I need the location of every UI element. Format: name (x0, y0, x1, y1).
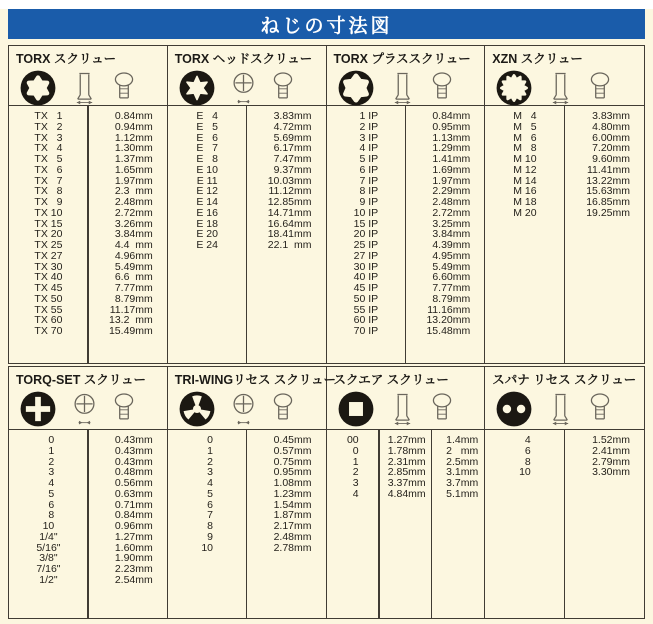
size-cell: E 4 (196, 111, 218, 122)
size-cell: TX 6 (34, 164, 63, 176)
size-cell: 9 (201, 531, 214, 543)
value-cell: 1.90mm (114, 553, 153, 564)
value-cell: 14.71mm (267, 207, 312, 219)
value-cell: 6.00mm (592, 132, 630, 144)
icon-row (16, 68, 167, 108)
size-cell: 10 IP (353, 207, 379, 219)
value-cell: 13.22mm (586, 175, 630, 187)
size-cell: TX 30 (34, 261, 63, 273)
size-cell: E 14 (196, 197, 218, 208)
value-cell: 1.27mm (114, 531, 153, 543)
size-cell: TX 20 (34, 229, 63, 240)
value-cell: 0.57mm (273, 445, 312, 457)
value-cell: 0.94mm (114, 121, 153, 133)
value-cell: 1.23mm (273, 488, 312, 500)
size-cell: 7/16" (36, 564, 61, 575)
size-cell: M 4 (513, 111, 537, 122)
size-cell: 1 (42, 445, 55, 457)
size-cell: 7 IP (353, 175, 379, 187)
spanner-recess-face-icon (495, 390, 533, 428)
column-rows (9, 430, 167, 618)
value-cell: 0.95mm (273, 467, 312, 478)
value-cell: 0.75mm (273, 456, 312, 468)
column-divider (246, 106, 247, 363)
size-cell: 10 (42, 521, 55, 532)
column-divider (564, 430, 565, 618)
torx-plus-face-icon (337, 69, 375, 107)
value-cell: 2.79mm (592, 456, 630, 468)
value-cell: 1.30mm (114, 143, 153, 154)
screw-perspective-icon (588, 390, 612, 428)
size-cell: TX 15 (34, 218, 63, 230)
size-cell: M 12 (513, 164, 537, 176)
value-cell: 0.48mm (114, 467, 153, 478)
value-cell: 0.43mm (114, 456, 153, 468)
size-cell: 70 IP (353, 326, 379, 337)
screw-profile-icon (70, 68, 99, 108)
size-cell: 4 (42, 478, 55, 489)
size-cell: E 12 (196, 186, 218, 197)
value-cell: 15.48mm (426, 326, 471, 337)
value-cell: 15.49mm (108, 326, 153, 337)
value-cell: 0.56mm (114, 478, 153, 489)
size-cell: 15 IP (353, 218, 379, 230)
value-cell: 7.77mm (114, 283, 153, 294)
value-cell-2: 2 mm (446, 445, 479, 457)
value-cell: 0.84mm (432, 111, 471, 122)
value-cell: 6.6 mm (114, 272, 153, 283)
column-divider (405, 106, 406, 363)
column-torq-set-screw (9, 367, 168, 618)
value-cell: 8.79mm (114, 293, 153, 305)
screw-profile-icon (546, 68, 575, 108)
bolt-perspective-icon (271, 69, 295, 107)
value-cell: 19.25mm (586, 207, 630, 219)
value-cell: 22.1 mm (267, 240, 312, 251)
screw-profile-icon (388, 389, 417, 429)
size-cell: TX 70 (34, 326, 63, 337)
column-title: スパナ リセス スクリュー (492, 373, 637, 387)
size-cell: 00 (346, 435, 359, 446)
column-header (9, 367, 167, 430)
value-cell: 2.29mm (432, 186, 471, 197)
column-rows (327, 430, 485, 618)
size-cell: M 6 (513, 132, 537, 144)
value-cell: 1.13mm (432, 132, 471, 144)
column-title: TORX スクリュー (16, 52, 117, 66)
size-cell: 4 (346, 488, 359, 500)
value-cell: 11.41mm (587, 164, 630, 176)
size-cell: E 20 (196, 229, 218, 240)
value-cell: 2.54mm (114, 574, 153, 586)
size-cell: TX 8 (34, 186, 63, 197)
value-cell: 5.49mm (114, 261, 153, 273)
value-cell: 2.72mm (114, 207, 153, 219)
size-cell: E 5 (196, 121, 218, 133)
screw-profile-icon (388, 68, 417, 108)
size-cell: 30 IP (353, 261, 379, 273)
value-cell: 2.17mm (273, 521, 312, 532)
value-cell: 9.60mm (592, 154, 630, 165)
bolt-profile-icon (229, 68, 258, 108)
value-cell: 11.17mm (109, 304, 153, 316)
size-cell: TX 50 (34, 293, 63, 305)
column-tri-wing-screw (168, 367, 337, 618)
column-rows (485, 430, 644, 618)
column-title: スクエア スクリュー (333, 373, 449, 387)
column-rows (327, 106, 485, 363)
size-cell: 9 IP (353, 197, 379, 208)
size-cell: 10 (201, 542, 214, 554)
recess-dimension-icon (229, 389, 258, 429)
icon-row (334, 68, 485, 108)
size-cell: 27 IP (353, 250, 379, 262)
size-cell: 10 (519, 467, 531, 478)
value-cell: 4.84mm (387, 488, 426, 500)
page-title-bar (8, 9, 645, 39)
value-cell: 7.20mm (592, 143, 630, 154)
size-cell: TX 45 (34, 283, 63, 294)
column-divider (246, 430, 247, 618)
value-cell: 11.16mm (427, 304, 471, 316)
value-cell-2: 3.1mm (446, 467, 479, 478)
column-divider (378, 430, 379, 618)
size-cell: 3/8" (39, 553, 58, 564)
value-cell: 3.37mm (387, 478, 426, 489)
size-cell: M 10 (513, 154, 537, 165)
value-cell: 0.71mm (114, 499, 153, 511)
size-cell: TX 2 (34, 121, 63, 133)
size-cell: 40 IP (353, 272, 379, 283)
value-cell: 13.20mm (426, 315, 471, 326)
column-square-screw (327, 367, 486, 618)
value-cell: 12.85mm (267, 197, 312, 208)
icon-row (175, 68, 326, 108)
value-cell: 4.39mm (432, 240, 471, 251)
icon-row (492, 68, 644, 108)
column-rows (168, 430, 326, 618)
size-cell: E 24 (196, 240, 218, 251)
value-cell: 1.41mm (432, 154, 471, 165)
screw-perspective-icon (271, 390, 295, 428)
value-cell: 1.60mm (114, 542, 153, 554)
size-cell: 8 (201, 521, 214, 532)
size-cell: 7 (201, 510, 214, 521)
size-cell: 2 (42, 456, 55, 468)
size-cell: M 8 (513, 143, 537, 154)
size-cell: E 8 (196, 154, 218, 165)
torq-set-cross-face-icon (19, 390, 57, 428)
value-cell: 0.43mm (114, 435, 153, 446)
size-cell: 45 IP (353, 283, 379, 294)
value-cell: 7.47mm (273, 154, 312, 165)
column-header (9, 46, 167, 106)
value-cell: 8.79mm (432, 293, 471, 305)
size-cell: 0 (346, 445, 359, 457)
value-cell: 1.08mm (273, 478, 312, 489)
column-divider (87, 106, 88, 363)
value-cell: 1.97mm (114, 175, 153, 187)
value-cell: 0.43mm (114, 445, 153, 457)
value-cell: 1.87mm (273, 510, 312, 521)
top-strip (0, 0, 653, 9)
size-cell: 4 (201, 478, 214, 489)
size-cell: TX 7 (34, 175, 63, 187)
value-cell: 1.97mm (432, 175, 471, 187)
column-header (327, 46, 485, 106)
size-cell: TX 55 (34, 304, 63, 316)
value-cell: 4.80mm (592, 121, 630, 133)
size-cell: TX 60 (34, 315, 63, 326)
value-cell: 1.54mm (273, 499, 312, 511)
size-cell: 6 IP (353, 164, 379, 176)
size-cell: 2 (346, 467, 359, 478)
size-cell: 1 IP (353, 111, 379, 122)
value-cell: 3.30mm (592, 467, 630, 478)
square-recess-face-icon (337, 390, 375, 428)
column-title: TORX ヘッドスクリュー (174, 52, 313, 66)
column-torx-head-screw (168, 46, 327, 363)
value-cell: 4.95mm (432, 250, 471, 262)
value-cell-2: 5.1mm (446, 488, 479, 500)
value-cell: 1.78mm (387, 445, 426, 457)
value-cell: 3.83mm (273, 111, 312, 122)
value-cell: 0.63mm (114, 488, 153, 500)
size-cell: 3 IP (353, 132, 379, 144)
value-cell: 5.49mm (432, 261, 471, 273)
column-header (168, 46, 326, 106)
value-cell: 3.26mm (114, 218, 153, 230)
value-cell: 2.48mm (114, 197, 153, 208)
column-title: XZN スクリュー (492, 52, 583, 66)
size-cell: 8 (42, 510, 55, 521)
size-cell: E 18 (196, 218, 218, 230)
screw-table-top (8, 45, 645, 364)
column-title: TORQ-SET スクリュー (16, 373, 146, 387)
value-cell: 1.52mm (592, 435, 630, 446)
size-cell: 60 IP (353, 315, 379, 326)
column-header (485, 46, 644, 106)
size-cell: M 18 (513, 197, 537, 208)
value-cell: 4.96mm (114, 250, 153, 262)
screw-perspective-icon (112, 390, 136, 428)
value-cell: 9.37mm (273, 164, 312, 176)
column-spanner-screw (485, 367, 644, 618)
column-divider (431, 430, 432, 618)
value-cell: 1.29mm (432, 143, 471, 154)
dimension-tables (8, 45, 645, 619)
size-cell: 5/16" (36, 542, 61, 554)
value-cell-2: 3.7mm (446, 478, 479, 489)
value-cell: 1.27mm (387, 435, 426, 446)
size-cell: M 16 (513, 186, 537, 197)
size-cell: 2 (201, 456, 214, 468)
size-cell: 0 (42, 435, 55, 446)
value-cell: 13.2 mm (108, 315, 153, 326)
size-cell: 4 IP (353, 143, 379, 154)
size-cell: 5 (201, 488, 214, 500)
column-xzn-screw (485, 46, 644, 363)
size-cell: 3 (201, 467, 214, 478)
size-cell: 5 (42, 488, 55, 500)
column-torx-screw (9, 46, 168, 363)
size-cell: E 16 (196, 207, 218, 219)
size-cell: 1/2" (39, 574, 58, 586)
column-header (485, 367, 644, 430)
column-rows (168, 106, 326, 363)
size-cell: E 10 (196, 164, 218, 176)
size-cell: TX 3 (34, 132, 63, 144)
value-cell: 10.03mm (267, 175, 312, 187)
size-cell: M 5 (513, 121, 537, 133)
xzn-spline-face-icon (495, 69, 533, 107)
icon-row (175, 389, 326, 429)
value-cell: 2.31mm (387, 456, 426, 468)
size-cell: 1/4" (39, 531, 58, 543)
size-cell: 6 (42, 499, 55, 511)
column-header (327, 367, 485, 430)
value-cell: 0.84mm (114, 510, 153, 521)
size-cell: 6 (201, 499, 214, 511)
value-cell: 3.83mm (592, 111, 630, 122)
value-cell: 5.69mm (273, 132, 312, 144)
value-cell: 2.41mm (592, 445, 630, 457)
value-cell: 16.85mm (586, 197, 630, 208)
value-cell: 3.84mm (432, 229, 471, 240)
screw-perspective-icon (430, 390, 454, 428)
value-cell: 11.12mm (268, 186, 312, 197)
value-cell: 2.72mm (432, 207, 471, 219)
size-cell: E 11 (196, 175, 218, 187)
value-cell: 2.3 mm (114, 186, 153, 197)
size-cell: TX 4 (34, 143, 63, 154)
value-cell: 2.85mm (387, 467, 426, 478)
screw-perspective-icon (430, 69, 454, 107)
size-cell: E 6 (196, 132, 218, 144)
value-cell: 6.17mm (273, 143, 312, 154)
screw-profile-icon (546, 389, 575, 429)
torx-face-icon (19, 69, 57, 107)
value-cell: 3.25mm (432, 218, 471, 230)
size-cell: TX 9 (34, 197, 63, 208)
screw-table-bottom (8, 366, 645, 619)
value-cell: 7.77mm (432, 283, 471, 294)
value-cell: 3.84mm (114, 229, 153, 240)
size-cell: TX 27 (34, 250, 63, 262)
value-cell: 4.72mm (273, 121, 312, 133)
size-cell: TX 1 (34, 111, 63, 122)
size-cell: TX 10 (34, 207, 63, 219)
size-cell: 50 IP (353, 293, 379, 305)
value-cell: 1.12mm (114, 132, 153, 144)
column-divider (87, 430, 88, 618)
value-cell: 2.48mm (432, 197, 471, 208)
value-cell: 4.4 mm (114, 240, 153, 251)
value-cell-2: 1.4mm (446, 435, 479, 446)
size-cell: 3 (42, 467, 55, 478)
value-cell: 2.78mm (273, 542, 312, 554)
size-cell: TX 5 (34, 154, 63, 165)
screw-perspective-icon (112, 69, 136, 107)
value-cell: 16.64mm (267, 218, 312, 230)
column-title: TRI-WINGリセス スクリュー (174, 373, 337, 387)
column-title: TORX プラススクリュー (333, 52, 471, 66)
size-cell: 3 (346, 478, 359, 489)
value-cell: 1.65mm (114, 164, 153, 176)
column-header (168, 367, 337, 430)
column-rows (9, 106, 167, 363)
size-cell: E 7 (196, 143, 218, 154)
value-cell: 0.45mm (273, 435, 312, 446)
column-divider (564, 106, 565, 363)
size-cell: 6 (519, 445, 531, 457)
size-cell: TX 25 (34, 240, 63, 251)
size-cell: 55 IP (353, 304, 379, 316)
tri-wing-face-icon (178, 390, 216, 428)
size-cell: 0 (201, 435, 214, 446)
size-cell: 1 (201, 445, 214, 457)
value-cell: 0.96mm (114, 521, 153, 532)
value-cell: 0.84mm (114, 111, 153, 122)
value-cell: 1.37mm (114, 154, 153, 165)
column-rows (485, 106, 644, 363)
value-cell-2: 2.5mm (446, 456, 479, 468)
size-cell: 25 IP (353, 240, 379, 251)
torx-external-face-icon (178, 69, 216, 107)
size-cell: 2 IP (353, 121, 379, 133)
value-cell: 2.48mm (273, 531, 312, 543)
size-cell: 8 (519, 456, 531, 468)
page-title: ねじの寸法図 (260, 15, 393, 37)
size-cell: 4 (519, 435, 531, 446)
value-cell: 6.60mm (432, 272, 471, 283)
value-cell: 0.95mm (432, 121, 471, 133)
value-cell: 18.41mm (267, 229, 312, 240)
value-cell: 2.23mm (114, 564, 153, 575)
size-cell: M 20 (513, 207, 537, 219)
value-cell: 1.69mm (432, 164, 471, 176)
icon-row (492, 389, 644, 429)
icon-row (16, 389, 167, 429)
screw-perspective-icon (588, 69, 612, 107)
size-cell: TX 40 (34, 272, 63, 283)
column-torx-plus-screw (327, 46, 486, 363)
icon-row (334, 389, 485, 429)
size-cell: 1 (346, 456, 359, 468)
size-cell: 8 IP (353, 186, 379, 197)
size-cell: M 14 (513, 175, 537, 187)
recess-dimension-icon (70, 389, 99, 429)
value-cell: 15.63mm (586, 186, 630, 197)
size-cell: 5 IP (353, 154, 379, 165)
size-cell: 20 IP (353, 229, 379, 240)
